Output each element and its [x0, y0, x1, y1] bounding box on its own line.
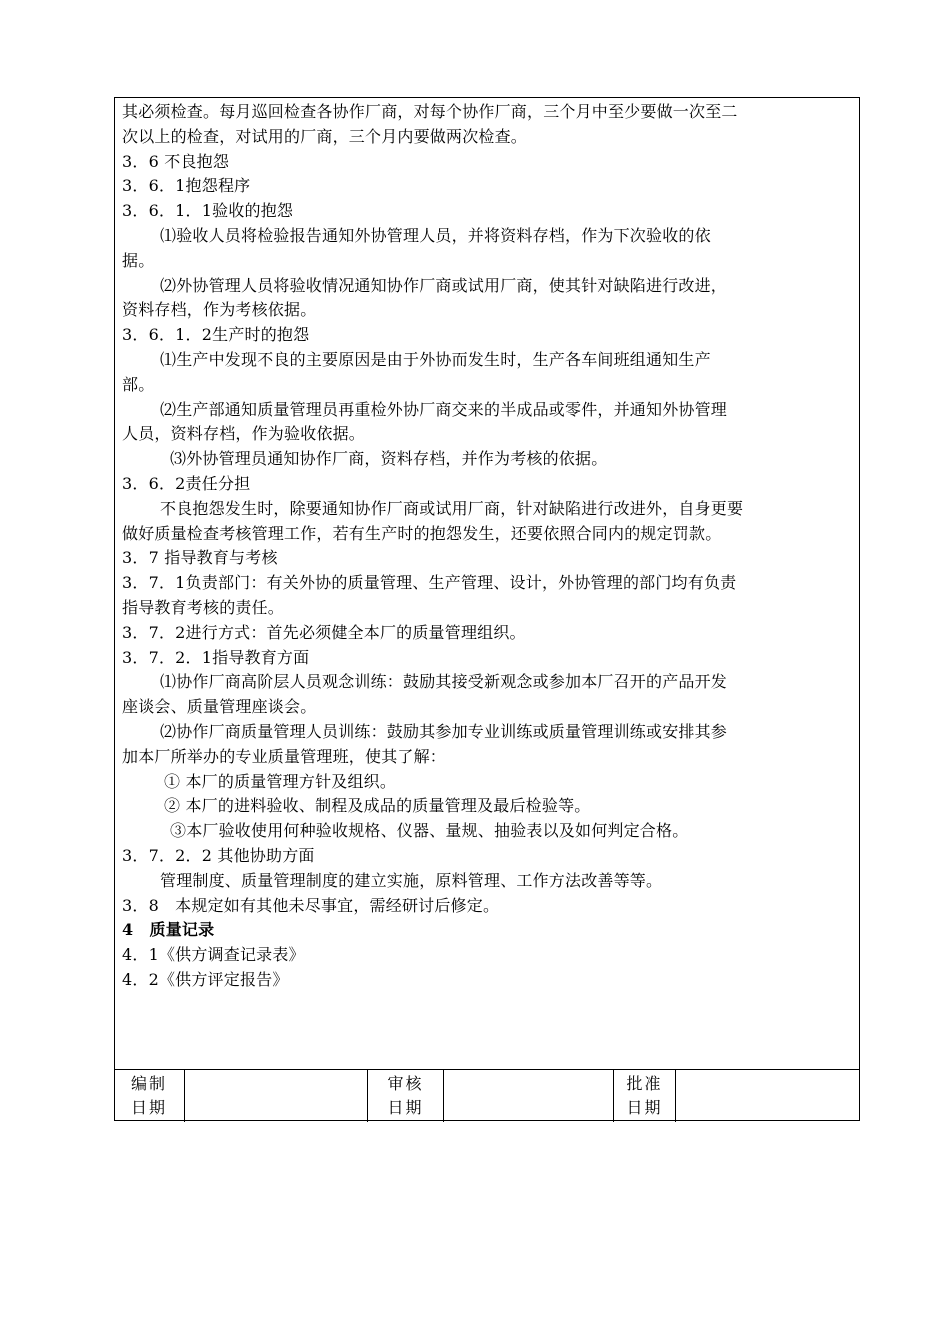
text-line: 加本厂所举办的专业质量管理班，使其了解： — [122, 746, 447, 766]
document-body — [122, 100, 854, 993]
text-line: 资料存档，作为考核依据。 — [122, 300, 317, 320]
approve-label-cell — [614, 1070, 676, 1122]
text-line: 3．8 本规定如有其他未尽事宜，需经研讨后修定。 — [122, 895, 500, 915]
text-line: 3．6．2责任分担 — [122, 473, 251, 493]
text-line: 3．7．2．2 其他协助方面 — [122, 845, 315, 865]
text-line: 据。 — [122, 250, 155, 270]
text-line: 3．7．1负责部门：有关外协的质量管理、生产管理、设计，外协管理的部门均有负责 — [122, 573, 737, 593]
text-line: ⑶外协管理员通知协作厂商，资料存档，并作为考核的依据。 — [170, 449, 608, 469]
text-line: ⑵生产部通知质量管理员再重检外协厂商交来的半成品或零件，并通知外协管理 — [160, 399, 728, 419]
review-label: 审核 — [387, 1074, 424, 1093]
text-line: ① 本厂的质量管理方针及组织。 — [164, 771, 397, 791]
text-line: 4 质量记录 — [122, 920, 215, 940]
text-line: 4．2《供方评定报告》 — [122, 969, 289, 989]
text-line: ② 本厂的进料验收、制程及成品的质量管理及最后检验等。 — [164, 796, 591, 816]
text-line: 人员，资料存档，作为验收依据。 — [122, 424, 366, 444]
prepare-label-cell — [114, 1070, 185, 1122]
text-line: 3．6．1．2生产时的抱怨 — [122, 325, 310, 345]
signature-table — [114, 1069, 860, 1122]
text-line: 4．1《供方调查记录表》 — [122, 945, 305, 965]
text-line: 部。 — [122, 374, 155, 394]
prepare-label: 编制 — [130, 1074, 167, 1093]
text-line: 座谈会、质量管理座谈会。 — [122, 697, 317, 717]
text-line: ⑴生产中发现不良的主要原因是由于外协而发生时，生产各车间班组通知生产 — [160, 349, 711, 369]
review-date-label: 日期 — [387, 1098, 424, 1117]
prepare-value-cell — [185, 1070, 368, 1122]
text-line: 3．7．2进行方式：首先必须健全本厂的质量管理组织。 — [122, 622, 526, 642]
text-line: 不良抱怨发生时，除要通知协作厂商或试用厂商，针对缺陷进行改进外，自身更要 — [160, 498, 744, 518]
text-line: ⑴协作厂商高阶层人员观念训练：鼓励其接受新观念或参加本厂召开的产品开发 — [160, 672, 728, 692]
prepare-date-label: 日期 — [130, 1098, 167, 1117]
approve-value-cell — [676, 1070, 860, 1122]
text-line: ⑵协作厂商质量管理人员训练：鼓励其参加专业训练或质量管理训练或安排其参 — [160, 721, 728, 741]
text-line: 做好质量检查考核管理工作，若有生产时的抱怨发生，还要依照合同内的规定罚款。 — [122, 523, 722, 543]
text-line: 指导教育考核的责任。 — [122, 597, 285, 617]
review-label-cell — [368, 1070, 444, 1122]
text-line: 3．7 指导教育与考核 — [122, 548, 278, 568]
text-line: 3．6 不良抱怨 — [122, 151, 230, 171]
text-line: ⑵外协管理人员将验收情况通知协作厂商或试用厂商，使其针对缺陷进行改进， — [160, 275, 728, 295]
text-line: 3．7．2．1指导教育方面 — [122, 647, 310, 667]
approve-date-label: 日期 — [626, 1098, 663, 1117]
text-line: 次以上的检查，对试用的厂商，三个月内要做两次检查。 — [122, 126, 528, 146]
text-line: 3．6．1抱怨程序 — [122, 176, 251, 196]
text-line: ⑴验收人员将检验报告通知外协管理人员，并将资料存档，作为下次验收的依 — [160, 225, 711, 245]
approve-label: 批准 — [626, 1074, 663, 1093]
text-line: 管理制度、质量管理制度的建立实施，原料管理、工作方法改善等等。 — [160, 870, 663, 890]
text-line: 其必须检查。每月巡回检查各协作厂商，对每个协作厂商，三个月中至少要做一次至二 — [122, 102, 738, 121]
review-value-cell — [444, 1070, 614, 1122]
text-line: 3．6．1．1验收的抱怨 — [122, 201, 294, 221]
text-line: ③本厂验收使用何种验收规格、仪器、量规、抽验表以及如何判定合格。 — [170, 821, 689, 841]
